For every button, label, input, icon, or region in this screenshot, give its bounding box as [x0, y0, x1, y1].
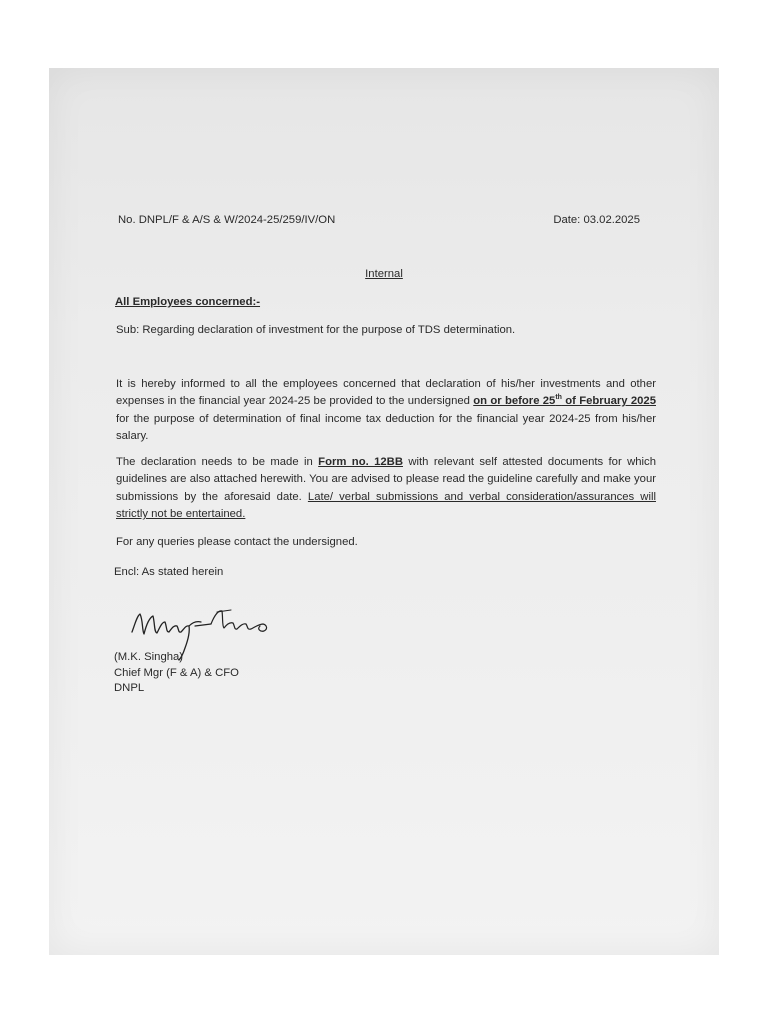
deadline-superscript: th [555, 394, 562, 402]
paragraph-investment-declaration [116, 376, 656, 446]
signatory-designation: Chief Mgr (F & A) & CFO [114, 666, 239, 679]
para2-text-before: The declaration needs to be made in [116, 456, 319, 468]
subject-line: Sub: Regarding declaration of investment for the purpose of TDS determination. [116, 324, 516, 336]
salutation: All Employees concerned:- [115, 296, 261, 308]
deadline-text [473, 395, 656, 407]
signatory-name: (M.K. Singha) [114, 651, 184, 663]
signatory-organization: DNPL [114, 682, 145, 695]
form-number: Form no. 12BB [318, 456, 403, 468]
reference-number: No. DNPL/F & A/S & W/2024-25/259/IV/ON [118, 214, 336, 226]
deadline-part-a: on or before 25 [473, 395, 556, 408]
para2-text-middle: with relevant self attested documents for which guidelines are also attached herewith. You are advised to please read the guideline carefully and make your submissions by the aforesaid date. [116, 456, 656, 503]
paragraph-form-instructions [116, 454, 656, 524]
paragraph-queries: For any queries please contact the undersigned. [116, 536, 358, 548]
signatory-block [114, 650, 239, 697]
letter-heading: Internal [365, 268, 403, 280]
deadline-part-b: of February 2025 [561, 395, 656, 408]
para1-text-after: for the purpose of determination of final income tax deduction for the financial year 2024-25 from his/her salary. [116, 412, 656, 443]
late-submission-warning: Late/ verbal submissions and verbal consideration/assurances will strictly not be entertained. [116, 490, 656, 521]
enclosure-note: Encl: As stated herein [114, 566, 224, 578]
letter-date: Date: 03.02.2025 [553, 214, 640, 226]
para1-text-before: It is hereby informed to all the employees concerned that declaration of his/her investments and other expenses in the financial year 2024-25 be provided to the undersigned [116, 378, 656, 408]
letter-sheet [49, 68, 719, 955]
